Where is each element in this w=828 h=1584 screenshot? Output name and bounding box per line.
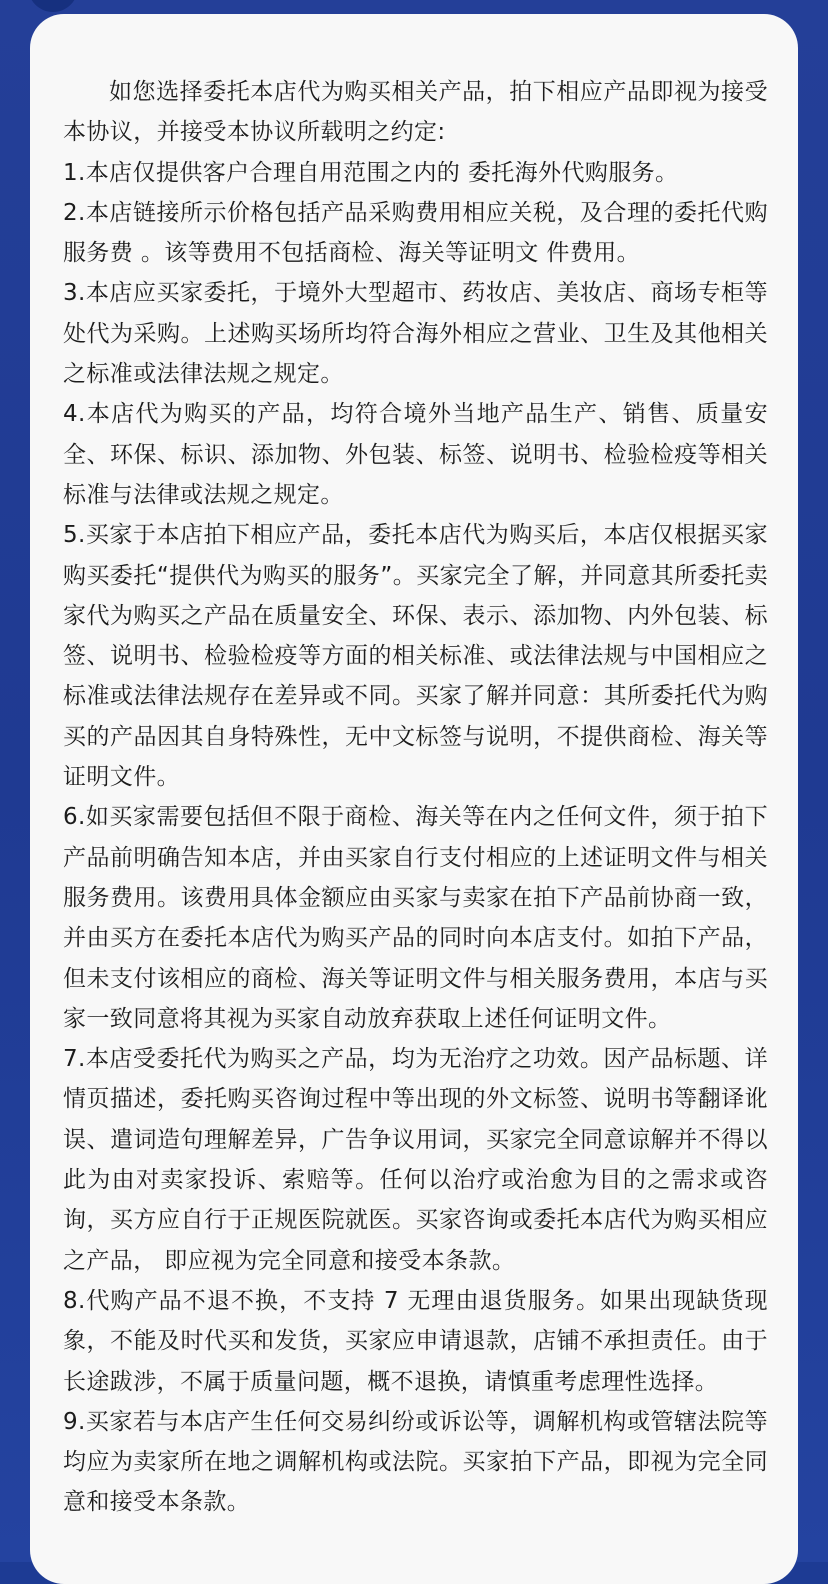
agreement-item-2: 2.本店链接所示价格包括产品采购费用相应关税，及合理的委托代购服务费 。该等费用不包括商检、海关等证明文 件费用。 [63, 199, 768, 267]
agreement-item-3: 3.本店应买家委托，于境外大型超市、药妆店、美妆店、商场专柜等处代为采购。上述购买场所均符合海外相应之营业、卫生及其他相关之标准或法律法规之规定。 [63, 280, 768, 388]
agreement-card [30, 14, 798, 1584]
agreement-item-1: 1.本店仅提供客户合理自用范围之内的 委托海外代购服务。 [63, 159, 679, 186]
agreement-item-5: 5.买家于本店拍下相应产品，委托本店代为购买后，本店仅根据买家购买委托“提供代为购买的服务”。买家完全了解，并同意其所委托卖家代为购买之产品在质量安全、环保、表示、添加物、内外包装、标签、说明书、检验检疫等方面的相关标准、或法律法规与中国相应之标准或法律法规存在差异或不同。买家了解并同意：其所委托代为购买的产品因其自身特殊性，无中文标签与说明，不提供商检、海关等证明文件。 [63, 522, 768, 791]
agreement-item-4: 4.本店代为购买的产品，均符合境外当地产品生产、销售、质量安全、环保、标识、添加物、外包装、标签、说明书、检验检疫等相关标准与法律或法规之规定。 [63, 401, 768, 508]
agreement-item-7: 7.本店受委托代为购买之产品，均为无治疗之功效。因产品标题、详情页描述，委托购买咨询过程中等出现的外文标签、说明书等翻译讹误、遣词造句理解差异，广告争议用词，买家完全同意谅解并不得以此为由对卖家投诉、索赔等。任何以治疗或治愈为目的之需求或咨询，买方应自行于正规医院就医。买家咨询或委托本店代为购买相应之产品， 即应视为完全同意和接受本条款。 [63, 1046, 768, 1274]
agreement-item-8: 8.代购产品不退不换，不支持 7 无理由退货服务。如果出现缺货现象，不能及时代买和发货，买家应申请退款，店铺不承担责任。由于长途跋涉，不属于质量问题，概不退换，请慎重考虑理性选择。 [63, 1287, 768, 1395]
agreement-intro: 如您选择委托本店代为购买相关产品，拍下相应产品即视为接受本协议，并接受本协议所载明之约定: [63, 79, 768, 146]
agreement-item-6: 6.如买家需要包括但不限于商检、海关等在内之任何文件，须于拍下产品前明确告知本店，并由买家自行支付相应的上述证明文件与相关服务费用。该费用具体金额应由买家与卖家在拍下产品前协商一致，并由买方在委托本店代为购买产品的同时向本店支付。如拍下产品，但未支付该相应的商检、海关等证明文件与相关服务费用，本店与买家一致同意将其视为买家自动放弃获取上述任何证明文件。 [63, 804, 768, 1032]
agreement-item-9: 9.买家若与本店产生任何交易纠纷或诉讼等，调解机构或管辖法院等均应为卖家所在地之调解机构或法院。买家拍下产品，即视为完全同意和接受本条款。 [63, 1408, 768, 1516]
